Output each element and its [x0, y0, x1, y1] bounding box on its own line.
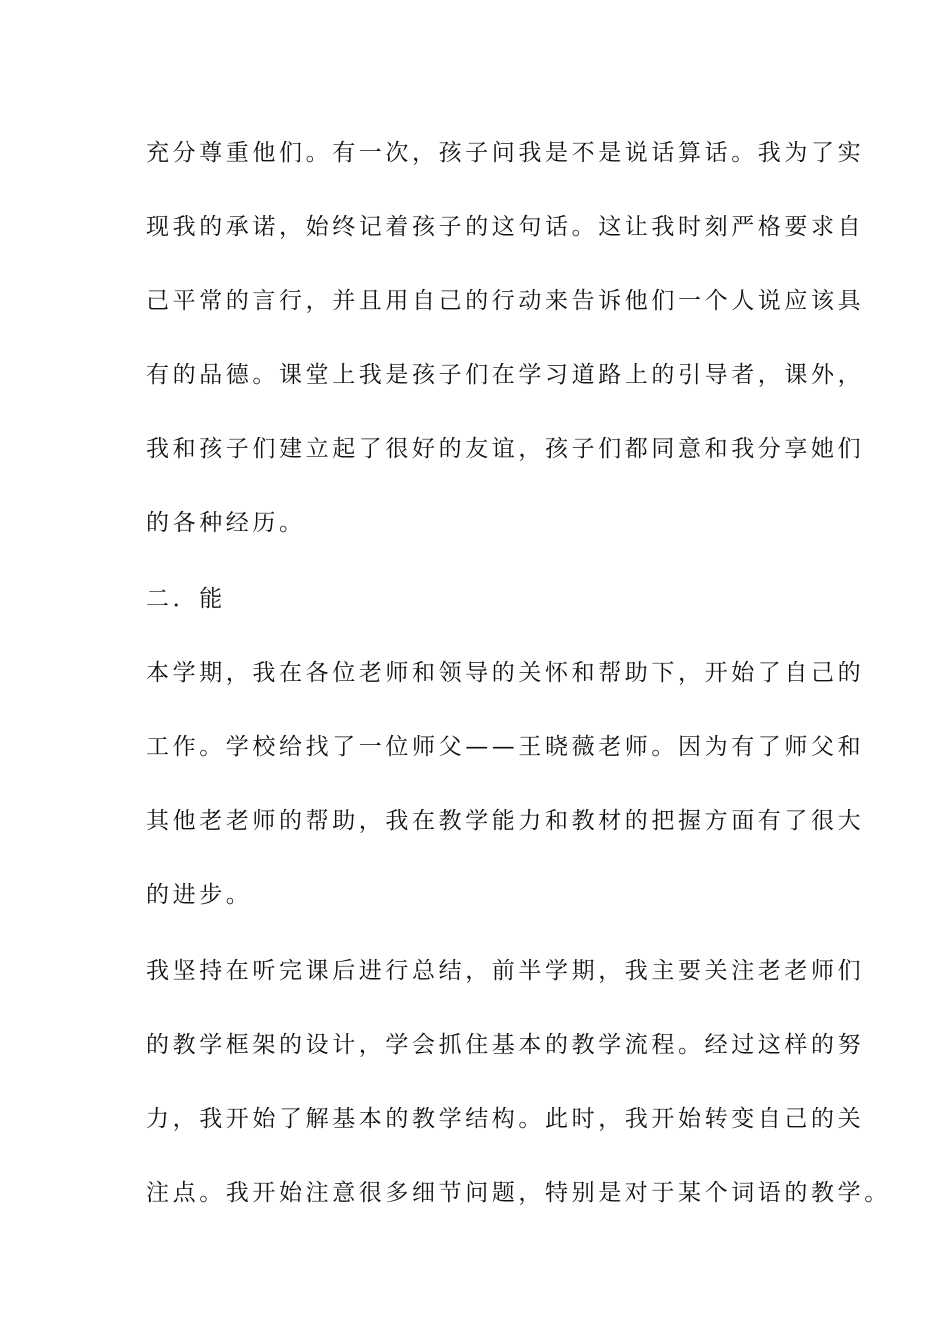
- text-line-11: 的进步。: [146, 882, 253, 908]
- text-line-12: 我坚持在听完课后进行总结，前半学期，我主要关注老老师们: [146, 958, 865, 984]
- text-line-3: 己平常的言行，并且用自己的行动来告诉他们一个人说应该具: [146, 288, 865, 314]
- text-line-4: 有的品德。课堂上我是孩子们在学习道路上的引导者，课外，: [146, 362, 865, 388]
- text-line-5: 我和孩子们建立起了很好的友谊，孩子们都同意和我分享她们: [146, 436, 865, 462]
- section-heading: 二．能: [146, 586, 226, 612]
- text-line-9: 工作。学校给找了一位师父——王晓薇老师。因为有了师父和: [146, 734, 865, 760]
- text-line-10: 其他老老师的帮助，我在教学能力和教材的把握方面有了很大: [146, 808, 865, 834]
- text-line-14: 力，我开始了解基本的教学结构。此时，我开始转变自己的关: [146, 1106, 865, 1132]
- text-line-6: 的各种经历。: [146, 510, 306, 536]
- text-line-13: 的教学框架的设计，学会抓住基本的教学流程。经过这样的努: [146, 1032, 865, 1058]
- text-line-15: 注点。我开始注意很多细节问题，特别是对于某个词语的教学。: [146, 1180, 891, 1206]
- text-line-2: 现我的承诺，始终记着孩子的这句话。这让我时刻严格要求自: [146, 214, 865, 240]
- text-line-1: 充分尊重他们。有一次，孩子问我是不是说话算话。我为了实: [146, 140, 865, 166]
- text-line-8: 本学期，我在各位老师和领导的关怀和帮助下，开始了自己的: [146, 660, 865, 686]
